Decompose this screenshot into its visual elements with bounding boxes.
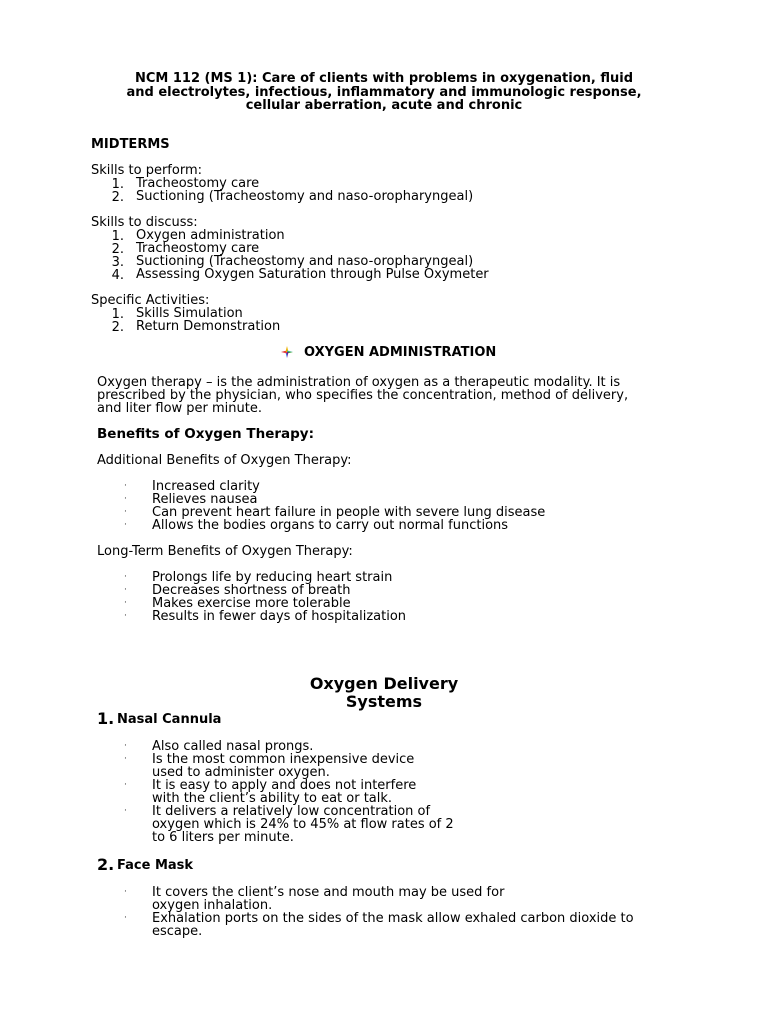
list-item: Suctioning (Tracheostomy and naso-oropharyngeal) (136, 254, 474, 269)
list-item: Suctioning (Tracheostomy and naso-oropharyngeal) (136, 189, 474, 204)
bullet-icon: · (124, 585, 127, 595)
discuss-heading: Skills to discuss: (91, 215, 198, 230)
bullet-icon: · (124, 481, 127, 491)
bullet-icon: · (124, 494, 127, 504)
list-item: It covers the client’s nose and mouth may be used for (152, 885, 505, 900)
list-item-continued: used to administer oxygen. (152, 765, 330, 780)
delivery-heading-line-2: Systems (345, 692, 423, 711)
four-color-star-icon (281, 346, 293, 358)
bullet-icon: · (124, 754, 127, 764)
section-number: 2. (97, 855, 115, 874)
list-item: Exhalation ports on the sides of the mask allow exhaled carbon dioxide to (152, 911, 634, 926)
list-number: 3. (111, 255, 124, 270)
bullet-icon: · (124, 572, 127, 582)
bullet-icon: · (124, 611, 127, 621)
midterms-heading: MIDTERMS (91, 137, 170, 152)
list-item: Prolongs life by reducing heart strain (152, 570, 393, 585)
activities-heading: Specific Activities: (91, 293, 210, 308)
bullet-icon: · (124, 520, 127, 530)
delivery-heading-line-1: Oxygen Delivery (309, 674, 459, 693)
list-number: 2. (111, 242, 124, 257)
list-item-continued: oxygen inhalation. (152, 898, 273, 913)
list-item: Increased clarity (152, 479, 260, 494)
bullet-icon: · (124, 887, 127, 897)
oxygen-admin-heading: OXYGEN ADMINISTRATION (304, 345, 497, 360)
list-item-continued: escape. (152, 924, 203, 939)
list-item: Return Demonstration (136, 319, 281, 334)
list-item-continued: with the client’s ability to eat or talk. (152, 791, 393, 806)
additional-benefits-heading: Additional Benefits of Oxygen Therapy: (97, 453, 352, 468)
doc-title-line-1: NCM 112 (MS 1): Care of clients with problems in oxygenation, fluid (134, 71, 634, 86)
bullet-icon: · (124, 598, 127, 608)
paragraph-line: Oxygen therapy – is the administration of oxygen as a therapeutic modality. It is (97, 375, 621, 390)
list-item: Decreases shortness of breath (152, 583, 351, 598)
list-item: It is easy to apply and does not interfere (152, 778, 417, 793)
nasal-cannula-heading: Nasal Cannula (117, 712, 222, 727)
list-item: Tracheostomy care (136, 176, 260, 191)
list-item: Assessing Oxygen Saturation through Pulse Oxymeter (136, 267, 489, 282)
list-item-continued: to 6 liters per minute. (152, 830, 294, 845)
doc-title-line-2: and electrolytes, infectious, inflammatory and immunologic response, (126, 85, 642, 100)
bullet-icon: · (124, 913, 127, 923)
list-item: Is the most common inexpensive device (152, 752, 415, 767)
list-item: Also called nasal prongs. (152, 739, 314, 754)
list-item: Can prevent heart failure in people with severe lung disease (152, 505, 546, 520)
list-item: Skills Simulation (136, 306, 243, 321)
paragraph-line: and liter flow per minute. (97, 401, 263, 416)
bullet-icon: · (124, 741, 127, 751)
list-number: 1. (111, 177, 124, 192)
list-item: Allows the bodies organs to carry out normal functions (152, 518, 509, 533)
paragraph-line: prescribed by the physician, who specifies the concentration, method of delivery, (97, 388, 629, 403)
list-number: 1. (111, 307, 124, 322)
bullet-icon: · (124, 806, 127, 816)
face-mask-heading: Face Mask (117, 858, 194, 873)
list-item: Relieves nausea (152, 492, 258, 507)
list-item: It delivers a relatively low concentration of (152, 804, 431, 819)
list-item-continued: oxygen which is 24% to 45% at flow rates of 2 (152, 817, 454, 832)
bullet-icon: · (124, 507, 127, 517)
list-number: 2. (111, 320, 124, 335)
doc-title-line-3: cellular aberration, acute and chronic (245, 98, 523, 113)
longterm-benefits-heading: Long-Term Benefits of Oxygen Therapy: (97, 544, 353, 559)
list-number: 1. (111, 229, 124, 244)
benefits-heading: Benefits of Oxygen Therapy: (97, 426, 314, 442)
list-number: 2. (111, 190, 124, 205)
bullet-icon: · (124, 780, 127, 790)
section-number: 1. (97, 709, 115, 728)
list-item: Tracheostomy care (136, 241, 260, 256)
perform-heading: Skills to perform: (91, 163, 202, 178)
list-item: Oxygen administration (136, 228, 285, 243)
list-item: Results in fewer days of hospitalization (152, 609, 407, 624)
list-item: Makes exercise more tolerable (152, 596, 351, 611)
list-number: 4. (111, 268, 124, 283)
